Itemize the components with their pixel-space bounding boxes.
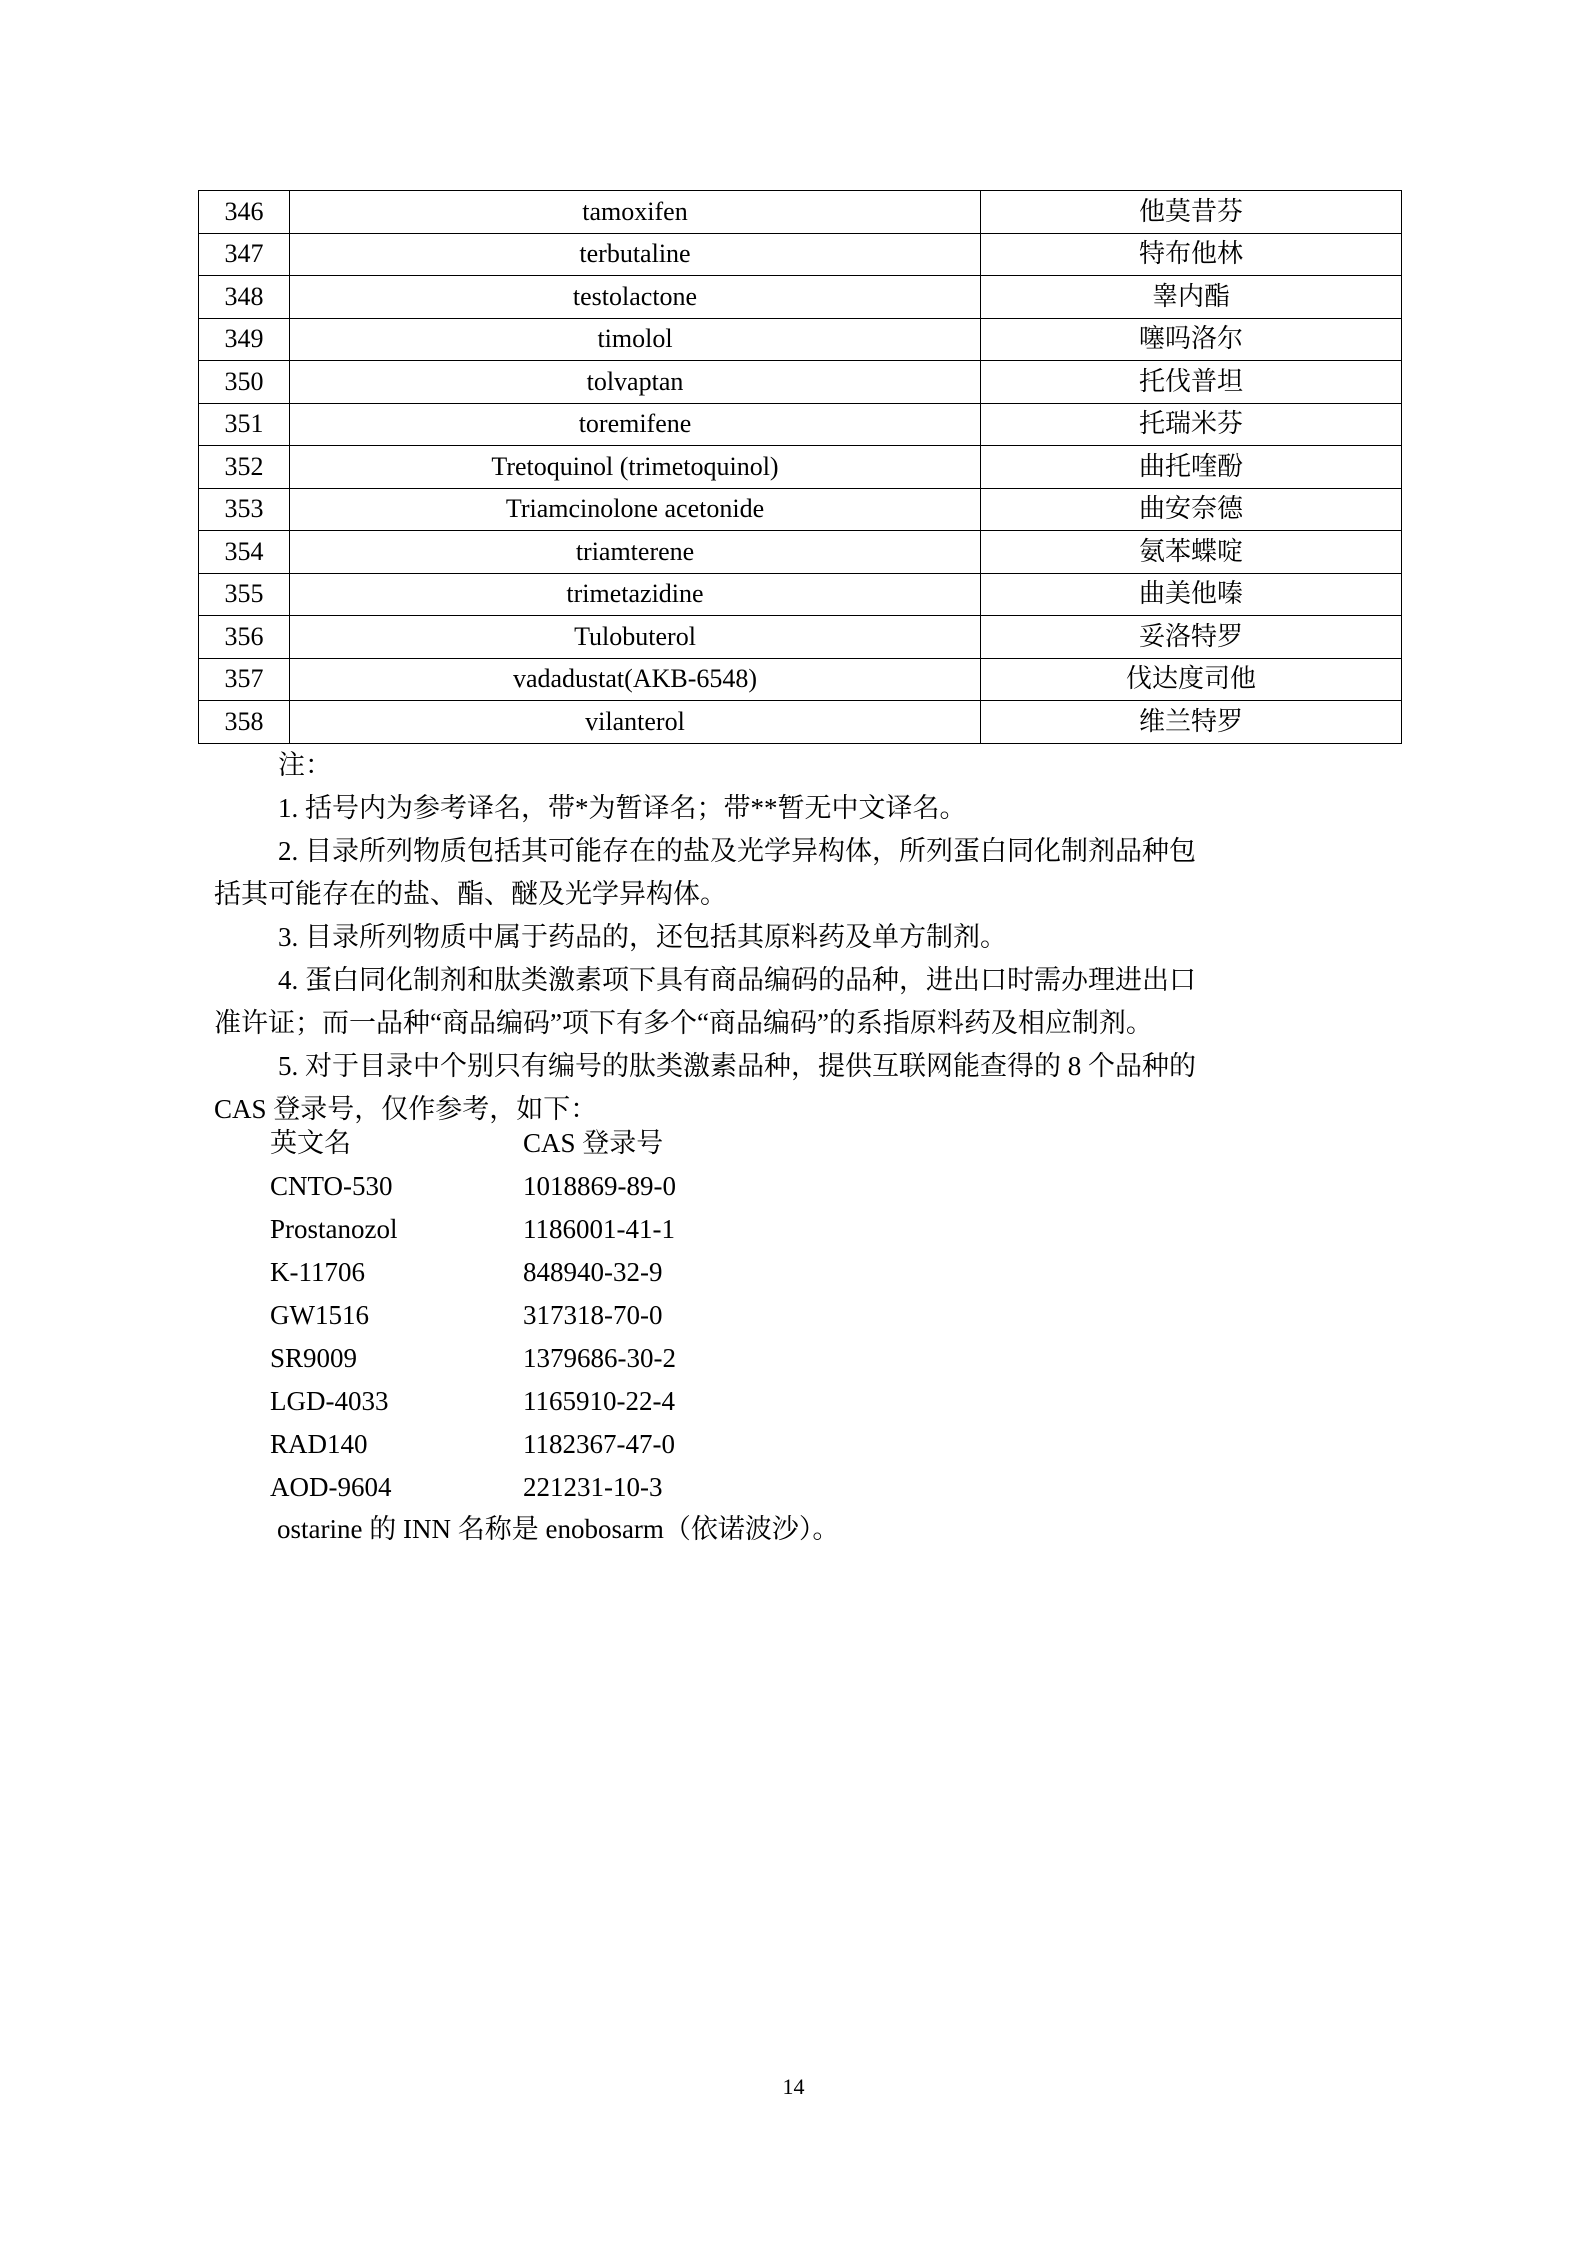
chinese-name: 托瑞米芬 (981, 403, 1402, 446)
cas-row (270, 1294, 676, 1337)
table-row (199, 573, 1402, 616)
row-number: 355 (199, 573, 290, 616)
cas-number: 1165910-22-4 (523, 1386, 675, 1416)
table-row (199, 191, 1402, 234)
english-name: tolvaptan (290, 361, 981, 404)
page-number: 14 (782, 2074, 805, 2099)
row-number: 357 (199, 658, 290, 701)
row-number: 347 (199, 233, 290, 276)
table-row (199, 403, 1402, 446)
table-row (199, 276, 1402, 319)
table-row (199, 318, 1402, 361)
ostarine-note: ostarine 的 INN 名称是 enobosarm（依诺波沙）。 (277, 1514, 840, 1544)
chinese-name: 伐达度司他 (981, 658, 1402, 701)
chinese-name: 维兰特罗 (981, 701, 1402, 744)
english-name: tamoxifen (290, 191, 981, 234)
table-row (199, 531, 1402, 574)
table-row (199, 488, 1402, 531)
english-name: vilanterol (290, 701, 981, 744)
chinese-name: 托伐普坦 (981, 361, 1402, 404)
table-row (199, 658, 1402, 701)
chinese-name: 睾内酯 (981, 276, 1402, 319)
chinese-name: 妥洛特罗 (981, 616, 1402, 659)
cas-row (270, 1165, 676, 1208)
chinese-name: 噻吗洛尔 (981, 318, 1402, 361)
row-number: 346 (199, 191, 290, 234)
row-number: 350 (199, 361, 290, 404)
cas-number: 848940-32-9 (523, 1257, 663, 1287)
notes-section (214, 744, 1404, 1131)
chinese-name: 氨苯蝶啶 (981, 531, 1402, 574)
note-5-line-2: CAS 登录号，仅作参考，如下： (214, 1094, 598, 1124)
cas-header (270, 1122, 676, 1165)
row-number: 351 (199, 403, 290, 446)
table-row (199, 361, 1402, 404)
cas-rows (270, 1165, 676, 1509)
note-4-line-2: 准许证；而一品种“商品编码”项下有多个“商品编码”的系指原料药及相应制剂。 (214, 1008, 1153, 1038)
table-row (199, 446, 1402, 489)
english-name: Triamcinolone acetonide (290, 488, 981, 531)
english-name: triamterene (290, 531, 981, 574)
cas-header-name: 英文名 (270, 1128, 351, 1158)
row-number: 349 (199, 318, 290, 361)
cas-compound-name: GW1516 (270, 1300, 369, 1330)
cas-compound-name: RAD140 (270, 1429, 368, 1459)
english-name: testolactone (290, 276, 981, 319)
table-row (199, 233, 1402, 276)
cas-row (270, 1466, 676, 1509)
english-name: terbutaline (290, 233, 981, 276)
english-name: toremifene (290, 403, 981, 446)
note-5-line-1: 5. 对于目录中个别只有编号的肽类激素品种，提供互联网能查得的 8 个品种的 (278, 1051, 1196, 1081)
drug-table-body (199, 191, 1402, 744)
row-number: 356 (199, 616, 290, 659)
note-1: 1. 括号内为参考译名，带*为暂译名；带**暂无中文译名。 (278, 793, 967, 823)
note-2-line-1: 2. 目录所列物质包括其可能存在的盐及光学异构体，所列蛋白同化制剂品种包 (278, 836, 1196, 866)
row-number: 358 (199, 701, 290, 744)
cas-compound-name: K-11706 (270, 1257, 365, 1287)
cas-compound-name: CNTO-530 (270, 1171, 393, 1201)
row-number: 353 (199, 488, 290, 531)
chinese-name: 曲托喹酚 (981, 446, 1402, 489)
cas-compound-name: AOD-9604 (270, 1472, 392, 1502)
note-4-line-1: 4. 蛋白同化制剂和肽类激素项下具有商品编码的品种，进出口时需办理进出口 (278, 965, 1196, 995)
english-name: Tulobuterol (290, 616, 981, 659)
chinese-name: 曲美他嗪 (981, 573, 1402, 616)
cas-compound-name: Prostanozol (270, 1214, 398, 1244)
note-3: 3. 目录所列物质中属于药品的，还包括其原料药及单方制剂。 (278, 922, 1007, 952)
cas-compound-name: SR9009 (270, 1343, 358, 1373)
drug-table (198, 190, 1402, 744)
table-row (199, 701, 1402, 744)
cas-row (270, 1337, 676, 1380)
cas-number: 317318-70-0 (523, 1300, 663, 1330)
table-row (199, 616, 1402, 659)
cas-number: 1018869-89-0 (523, 1171, 676, 1201)
chinese-name: 他莫昔芬 (981, 191, 1402, 234)
cas-number: 1379686-30-2 (523, 1343, 676, 1373)
cas-row (270, 1380, 676, 1423)
cas-compound-name: LGD-4033 (270, 1386, 389, 1416)
cas-number: 221231-10-3 (523, 1472, 663, 1502)
cas-header-number: CAS 登录号 (523, 1128, 664, 1158)
english-name: trimetazidine (290, 573, 981, 616)
english-name: vadadustat(AKB-6548) (290, 658, 981, 701)
note-2-line-2: 括其可能存在的盐、酯、醚及光学异构体。 (214, 879, 727, 909)
cas-number: 1186001-41-1 (523, 1214, 675, 1244)
cas-list (270, 1122, 676, 1509)
cas-number: 1182367-47-0 (523, 1429, 675, 1459)
notes-title: 注： (278, 750, 332, 780)
row-number: 352 (199, 446, 290, 489)
cas-row (270, 1251, 676, 1294)
cas-row (270, 1423, 676, 1466)
english-name: timolol (290, 318, 981, 361)
chinese-name: 曲安奈德 (981, 488, 1402, 531)
chinese-name: 特布他林 (981, 233, 1402, 276)
english-name: Tretoquinol (trimetoquinol) (290, 446, 981, 489)
cas-row (270, 1208, 676, 1251)
row-number: 348 (199, 276, 290, 319)
row-number: 354 (199, 531, 290, 574)
